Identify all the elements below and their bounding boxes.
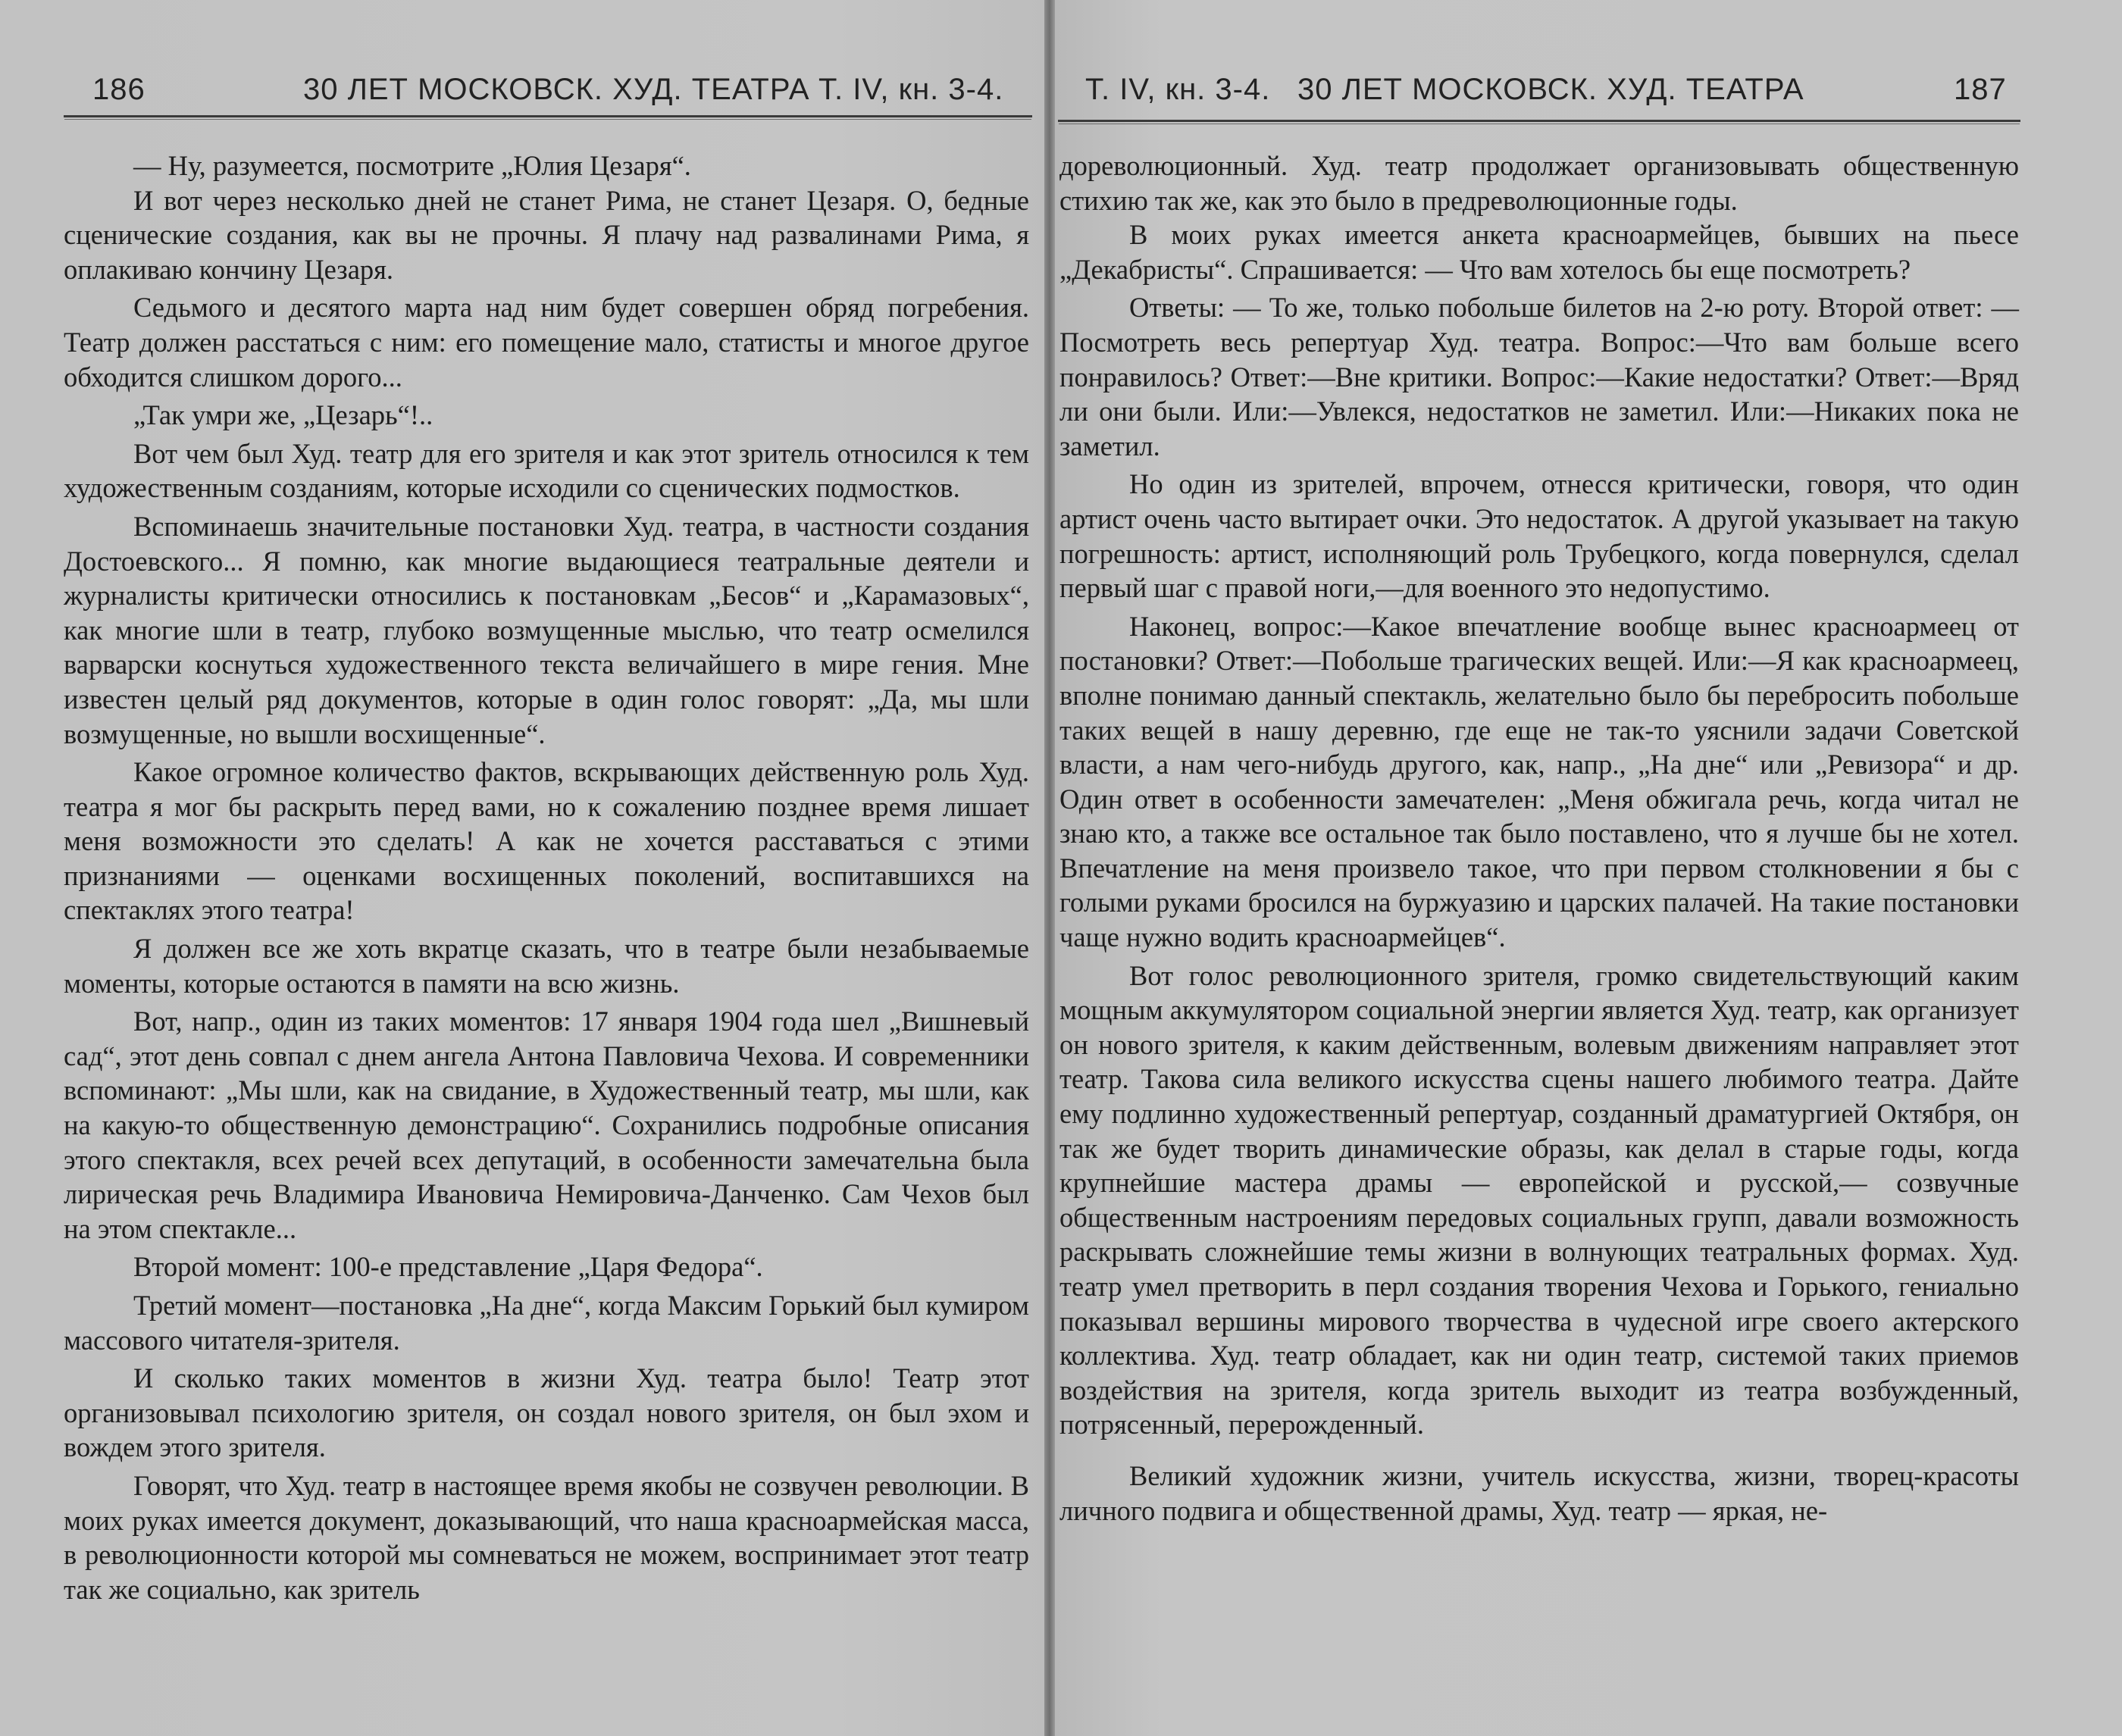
- left-body-text: [64, 149, 1029, 1606]
- left-header-rule: [64, 115, 1032, 117]
- left-page-number: 186: [92, 73, 146, 106]
- right-header-volume: Т. IV, кн. 3-4.: [1085, 73, 1271, 106]
- paragraph: Великий художник жизни, учитель искусства, жизни, творец-красоты личного подвига и общественной драмы, Худ. театр — яркая, не-: [1059, 1459, 2019, 1526]
- left-header-volume: Т. IV, кн. 3-4.: [818, 73, 1004, 106]
- right-header-rule: [1058, 120, 2020, 122]
- right-page-number: 187: [1954, 73, 2007, 106]
- left-page: [0, 0, 1044, 1736]
- right-page: [1055, 0, 2122, 1736]
- book-gutter: [1044, 0, 1055, 1736]
- paragraph: дореволюционный. Худ. театр продолжает организовывать общественную стихию так же, как это было в предреволюционные годы.: [1059, 150, 2019, 216]
- paragraph: В моих руках имеется анкета красноармейцев, бывших на пьесе „Декабристы“. Спрашивается: — Что вам хотелось бы еще посмотреть?: [1059, 219, 2019, 285]
- paragraph: Седьмого и десятого марта над ним будет совершен обряд погребения. Театр должен расстаться с ним: его помещение мало, статисты и многое другое обходится слишком дорого...: [64, 292, 1029, 393]
- right-body-text: [1059, 149, 2019, 1528]
- paragraph: Вспоминаешь значительные постановки Худ. театра, в частности создания Достоевского... Я помню, как многие выдающиеся театральные деятели и журналисты критически относились к постановкам „Бесов“ и „Карамазовых“, как многие шли в театр, глубоко возмущенные мыслью, что театр осмелился варварски коснуться художественного текста величайшего в мире гения. Мне известен целый ряд документов, которые в один голос говорят: „Да, мы шли возмущенные, но вышли восхищенные“.: [64, 510, 1029, 749]
- paragraph: Я должен все же хоть вкратце сказать, что в театре были незабываемые моменты, которые остаются в памяти на всю жизнь.: [64, 933, 1029, 999]
- paragraph: Говорят, что Худ. театр в настоящее время якобы не созвучен революции. В моих руках имеется документ, доказывающий, что наша красноармейская масса, в революционности которой мы сомневаться не можем, воспринимает этот театр так же социально, как зритель: [64, 1469, 1029, 1605]
- paragraph: „Так умри же, „Цезарь“!..: [133, 399, 433, 431]
- paragraph: Ответы: — То же, только побольше билетов на 2-ю роту. Второй ответ: — Посмотреть весь репертуар Худ. театра. Вопрос:—Что вам больше всего понравилось? Ответ:—Вне критики. Вопрос:—Какие недостатки? Ответ:—Вряд ли они были. Или:—Увлекся, недостатков не заметил. Или:—Никаких пока не заметил.: [1059, 292, 2019, 461]
- paragraph: Третий момент—постановка „На дне“, когда Максим Горький был кумиром массового читателя-зрителя.: [64, 1290, 1029, 1356]
- paragraph: И сколько таких моментов в жизни Худ. театра было! Театр этот организовывал психологию зрителя, он создал нового зрителя, он был эхом и вождем этого зрителя.: [64, 1362, 1029, 1463]
- right-running-head: [1055, 73, 2122, 118]
- paragraph: И вот через несколько дней не станет Рима, не станет Цезаря. О, бедные сценические создания, как вы не прочны. Я плачу над развалинами Рима, я оплакиваю кончину Цезаря.: [64, 184, 1029, 285]
- paragraph: Вот чем был Худ. театр для его зрителя и как этот зритель относился к тем художественным созданиям, которые исходили со сценических подмостков.: [64, 437, 1029, 504]
- left-header-title: 30 ЛЕТ МОСКОВСК. ХУД. ТЕАТРА: [303, 73, 810, 106]
- paragraph: — Ну, разумеется, посмотрите „Юлия Цезаря“.: [133, 150, 691, 181]
- right-header-title: 30 ЛЕТ МОСКОВСК. ХУД. ТЕАТРА: [1297, 73, 1804, 106]
- paragraph: Наконец, вопрос:—Какое впечатление вообще вынес красноармеец от постановки? Ответ:—Побольше трагических вещей. Или:—Я как красноармеец, вполне понимаю данный спектакль, желательно было бы перебросить побольше таких вещей в нашу деревню, где еще не так-то уяснили задачи Советской власти, а нам чего-нибудь другого, как, напр., „На дне“ или „Ревизора“ и др. Один ответ в особенности замечателен: „Меня обжигала речь, когда читал не знаю кто, а также все остальное так было поставлено, что я лучше бы не хотел. Впечатление на меня произвело такое, что при первом столкновении я бы с голыми руками бросился на буржуазию и царских палачей. На такие постановки чаще нужно водить красноармейцев“.: [1059, 610, 2019, 953]
- paragraph: Но один из зрителей, впрочем, отнесся критически, говоря, что один артист очень часто вытирает очки. Это недостаток. А другой указывает на такую погрешность: артист, исполняющий роль Трубецкого, когда повернулся, сделал первый шаг с правой ноги,—для военного это недопустимо.: [1059, 468, 2019, 604]
- paragraph: Вот, напр., один из таких моментов: 17 января 1904 года шел „Вишневый сад“, этот день совпал с днем ангела Антона Павловича Чехова. И современники вспоминают: „Мы шли, как на свидание, в Художественный театр, мы шли, как на какую-то общественную демонстрацию“. Сохранились подробные описания этого спектакля, всех речей всех депутаций, в особенности замечательна была лирическая речь Владимира Ивановича Немировича-Данченко. Сам Чехов был на этом спектакле...: [64, 1006, 1029, 1244]
- paragraph: Вот голос революционного зрителя, громко свидетельствующий каким мощным аккумулятором социальной энергии является Худ. театр, как организует он нового зрителя, к каким действенным, волевым движениям направляет этот театр. Такова сила великого искусства сцены нашего любимого театра. Дайте ему подлинно художественный репертуар, созданный драматургией Октября, он так же будет творить динамические образы, как делал в старые годы, когда крупнейшие мастера драмы — европейской и русской,— созвучные общественным настроениям передовых социальных групп, давали возможность раскрывать сложнейшие темы жизни в волнующих театральных формах. Худ. театр умел претворить в перл создания творения Чехова и Горького, гениально показывал вершины мирового творчества в чудесной игре своего актерского коллектива. Худ. театр обладает, как ни один театр, системой таких приемов воздействия на зрителя, когда зритель выходит из театра возбужденный, потрясенный, перерожденный.: [1059, 959, 2019, 1440]
- paragraph: Второй момент: 100-е представление „Царя Федора“.: [133, 1251, 763, 1283]
- left-running-head: [0, 73, 1044, 118]
- paragraph: Какое огромное количество фактов, вскрывающих действенную роль Худ. театра я мог бы раскрыть перед вами, но к сожалению позднее время лишает меня возможности это сделать! А как не хочется расставаться с этими признаниями — оценками восхищенных поколений, воспитавшихся на спектаклях этого театра!: [64, 756, 1029, 926]
